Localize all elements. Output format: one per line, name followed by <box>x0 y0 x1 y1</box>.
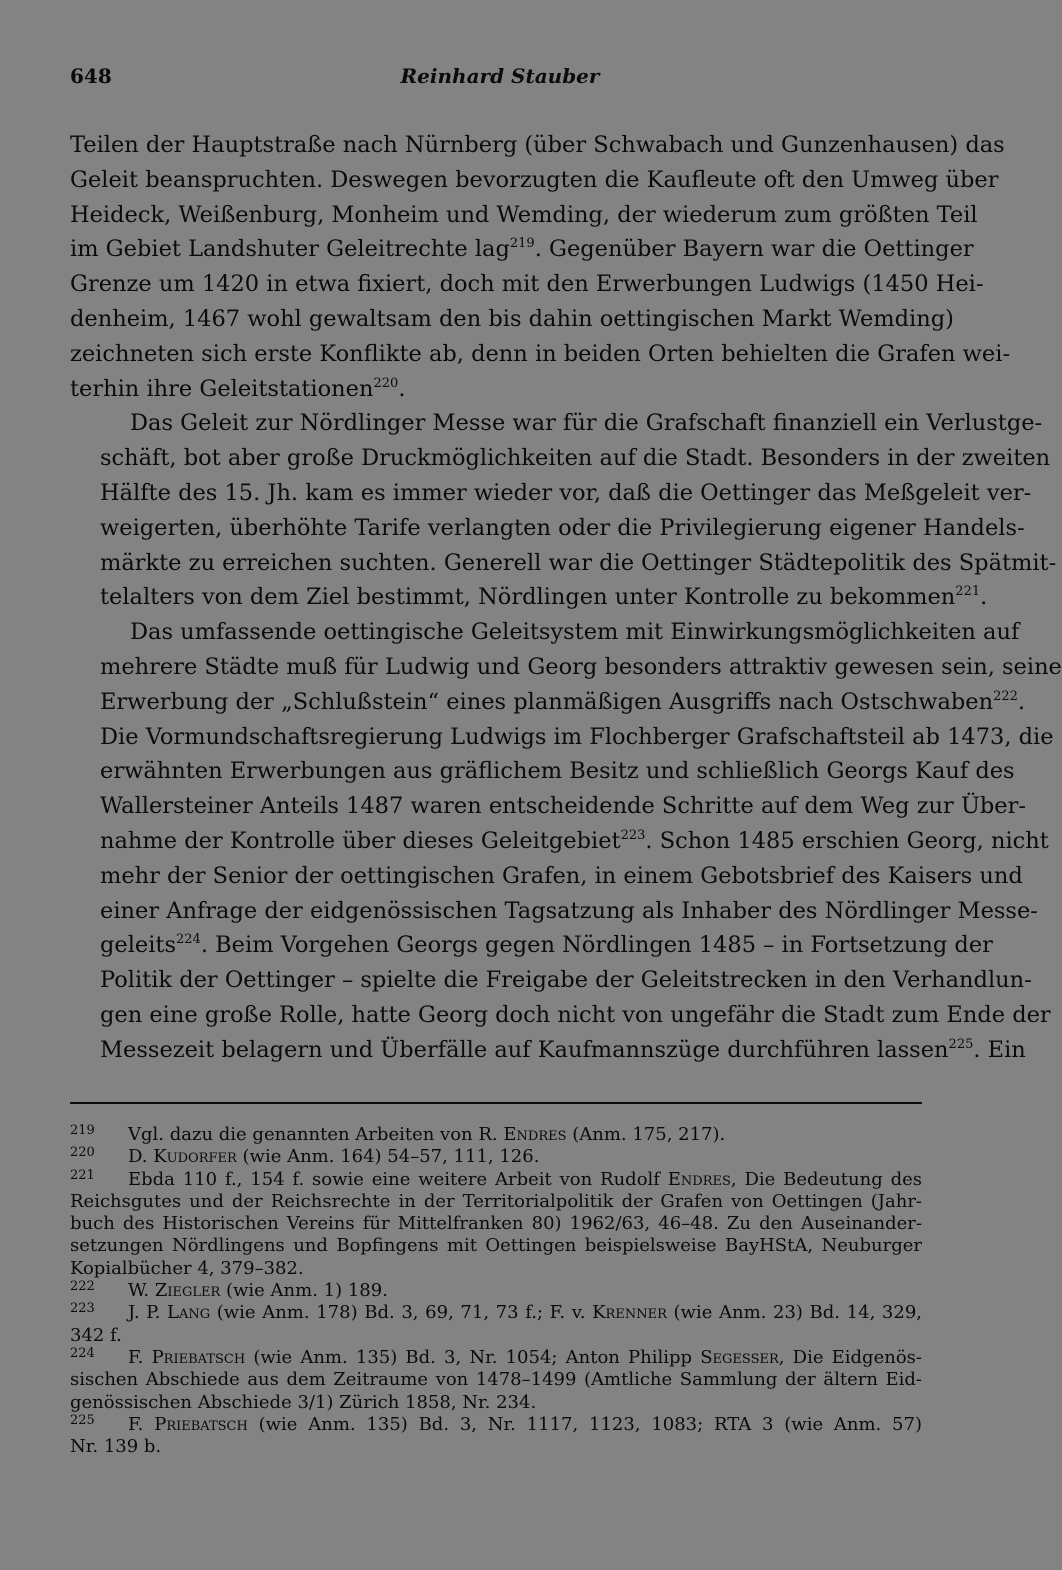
text-line: erwähnten Erwerbungen aus gräflichem Besitz und schließlich Georgs Kauf des <box>100 758 1015 785</box>
body-paragraph <box>70 615 1062 1067</box>
footnote-223 <box>70 1302 922 1347</box>
footnote-line: sischen Abschiede aus dem Zeitraume von 1478–1499 (Amtliche Sammlung der ältern Eid- <box>70 1369 922 1391</box>
footnote-ref: 220 <box>373 375 399 391</box>
footnote-line: 223 J. P. Lang (wie Anm. 178) Bd. 3, 69, 71, 73 f.; F. v. Krenner (wie Anm. 23) Bd. 14, 329, <box>70 1301 923 1324</box>
text-line: weigerten, überhöhte Tarife verlangten oder die Privilegierung eigener Handels- <box>100 514 1025 541</box>
footnote-ref: 223 <box>620 827 646 843</box>
text-line: geleits$^{224}$. Beim Vorgehen Georgs gegen Nördlingen 1485 – in Fortsetzung der <box>100 932 993 959</box>
page-header <box>70 64 930 94</box>
footnote-line: genössischen Abschiede 3/1) Zürich 1858, Nr. 234. <box>70 1391 537 1413</box>
text-line: im Gebiet Landshuter Geleitrechte lag$^{219}$. Gegenüber Bayern war die Oettinger <box>70 236 974 263</box>
text-line: terhin ihre Geleitstationen$^{220}$. <box>70 375 406 402</box>
footnote-line: 222 W. Ziegler (wie Anm. 1) 189. <box>70 1279 388 1302</box>
running-head: Reinhard Stauber <box>400 64 600 88</box>
body-paragraph <box>70 406 1057 615</box>
footnote-line: 224 F. Priebatsch (wie Anm. 135) Bd. 3, Nr. 1054; Anton Philipp Segesser, Die Eidgenös- <box>70 1345 922 1368</box>
text-line: telalters von dem Ziel bestimmt, Nördlingen unter Kontrolle zu bekommen$^{221}$. <box>100 584 988 611</box>
footnote-line: 225 F. Priebatsch (wie Anm. 135) Bd. 3, Nr. 1117, 1123, 1083; RTA 3 (wie Anm. 57) <box>70 1412 922 1435</box>
footnote-line: buch des Historischen Vereins für Mittelfranken 80) 1962/63, 46–48. Zu den Auseinander- <box>70 1213 922 1235</box>
text-line: nahme der Kontrolle über dieses Geleitgebiet$^{223}$. Schon 1485 erschien Georg, nicht <box>100 827 1049 854</box>
footnote-rule <box>70 1102 922 1104</box>
page-number: 648 <box>70 64 112 88</box>
footnote-220 <box>70 1146 922 1168</box>
footnote-ref: 219 <box>509 236 535 252</box>
text-line: Grenze um 1420 in etwa fixiert, doch mit den Erwerbungen Ludwigs (1450 Hei- <box>70 271 984 298</box>
text-line: schäft, bot aber große Druckmöglichkeiten auf die Stadt. Besonders in der zweiten <box>100 445 1051 472</box>
text-line: Das umfassende oettingische Geleitsystem mit Einwirkungsmöglichkeiten auf <box>130 619 1020 646</box>
footnote-219 <box>70 1124 922 1146</box>
text-line: Erwerbung der „Schlußstein“ eines planmäßigen Ausgriffs nach Ostschwaben$^{222}$. <box>100 688 1026 715</box>
text-line: Politik der Oettinger – spielte die Freigabe der Geleitstrecken in den Verhandlun- <box>100 967 1032 994</box>
footnotes <box>70 1124 922 1458</box>
text-line: Hälfte des 15. Jh. kam es immer wieder vor, daß die Oettinger das Meßgeleit ver- <box>100 479 1032 506</box>
text-line: zeichneten sich erste Konflikte ab, denn in beiden Orten behielten die Grafen wei- <box>70 340 1011 367</box>
text-line: Teilen der Hauptstraße nach Nürnberg (über Schwabach und Gunzenhausen) das <box>70 132 1005 158</box>
body-text <box>70 128 1062 1068</box>
footnote-222 <box>70 1280 922 1302</box>
footnote-ref: 224 <box>176 932 201 948</box>
text-line: gen eine große Rolle, hatte Georg doch nicht von ungefähr die Stadt zum Ende der <box>100 1001 1051 1028</box>
footnote-line: 220 D. Kudorfer (wie Anm. 164) 54–57, 111, 126. <box>70 1145 540 1168</box>
text-line: Geleit beanspruchten. Deswegen bevorzugten die Kaufleute oft den Umweg über <box>70 166 999 193</box>
footnote-221 <box>70 1169 922 1280</box>
body-paragraph <box>70 128 1011 406</box>
footnote-225 <box>70 1414 922 1459</box>
footnote-ref: 222 <box>993 688 1018 704</box>
footnote-line: Nr. 139 b. <box>70 1436 162 1458</box>
text-line: denheim, 1467 wohl gewaltsam den bis dahin oettingischen Markt Wemding) <box>70 305 954 332</box>
footnote-line: 219 Vgl. dazu die genannten Arbeiten von R. Endres (Anm. 175, 217). <box>70 1123 726 1145</box>
footnote-ref: 221 <box>955 584 981 600</box>
footnote-ref: 225 <box>948 1036 974 1052</box>
text-line: Wallersteiner Anteils 1487 waren entscheidende Schritte auf dem Weg zur Über- <box>100 793 1026 820</box>
footnote-line: 221 Ebda 110 f., 154 f. sowie eine weitere Arbeit von Rudolf Endres, Die Bedeutung des <box>70 1167 922 1190</box>
footnote-line: Reichsgutes und der Reichsrechte in der Territorialpolitik der Grafen von Oettingen (Jahr- <box>70 1190 922 1212</box>
text-line: Messezeit belagern und Überfälle auf Kaufmannszüge durchführen lassen$^{225}$. Ein <box>100 1036 1026 1063</box>
text-line: Das Geleit zur Nördlinger Messe war für die Grafschaft finanziell ein Verlustge- <box>130 410 1043 437</box>
text-line: mehrere Städte muß für Ludwig und Georg besonders attraktiv gewesen sein, seine <box>100 653 1062 680</box>
footnote-line: setzungen Nördlingens und Bopfingens mit Oettingen beispielsweise BayHStA, Neuburger <box>70 1235 922 1257</box>
footnote-line: 342 f. <box>70 1324 122 1346</box>
footnote-line: Kopialbücher 4, 379–382. <box>70 1257 304 1279</box>
text-line: märkte zu erreichen suchten. Generell war die Oettinger Städtepolitik des Spätmit- <box>100 549 1057 576</box>
footnote-224 <box>70 1347 922 1414</box>
text-line: mehr der Senior der oettingischen Grafen, in einem Gebotsbrief des Kaisers und <box>100 862 1023 889</box>
text-line: Die Vormundschaftsregierung Ludwigs im Flochberger Grafschaftsteil ab 1473, die <box>100 723 1054 750</box>
text-line: einer Anfrage der eidgenössischen Tagsatzung als Inhaber des Nördlinger Messe- <box>100 897 1038 924</box>
text-line: Heideck, Weißenburg, Monheim und Wemding, der wiederum zum größten Teil <box>70 201 978 228</box>
